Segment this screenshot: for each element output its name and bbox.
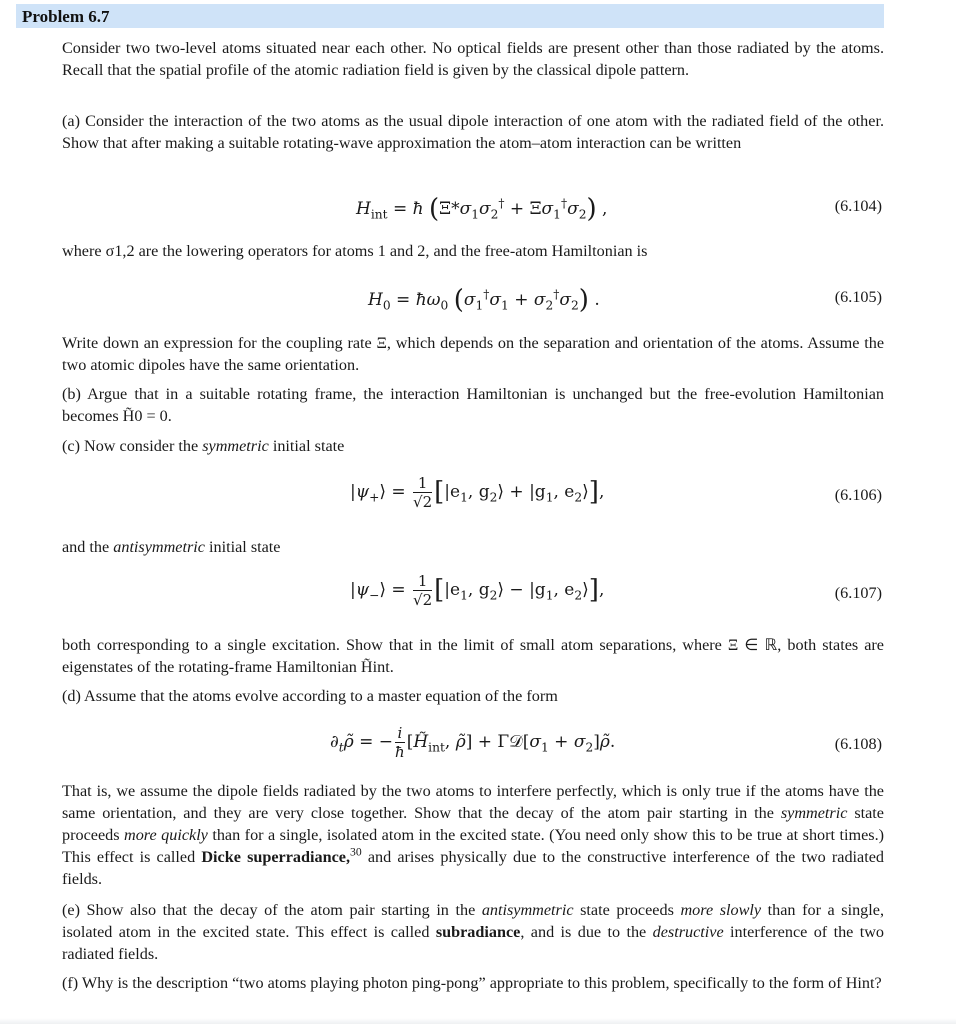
part-e-emphasis-2: more slowly [680, 901, 762, 919]
part-e-emphasis-1: antisymmetric [481, 901, 574, 919]
equation-number: (6.106) [834, 486, 882, 504]
equation-number: (6.104) [834, 197, 882, 215]
footnote-marker: 30 [350, 845, 362, 859]
part-c-lead-emphasis: symmetric [202, 437, 269, 455]
part-e-text-4: , and is due to the [520, 923, 647, 941]
part-e-bold-term: subradiance [435, 923, 521, 941]
part-e-text-2: state proceeds [580, 901, 674, 919]
part-c-lead-text: (c) Now consider the [62, 437, 199, 455]
equation-6-105: $H_0$ = $ħ\omega_0$ $(\sigma_1^\dagger\sigma_1 + \sigma_2^\dagger\sigma_2)$ . [368, 285, 600, 315]
part-c-between [62, 536, 884, 558]
part-d-emphasis-1: symmetric [780, 804, 848, 822]
part-e-emphasis-3: destructive [652, 923, 724, 941]
part-d-bold-term: Dicke superradiance, [201, 848, 351, 866]
equation-number: (6.108) [834, 735, 882, 753]
part-e-text-3: than for a single, isolated atom in the excited state. This effect is called [62, 901, 885, 941]
part-c-lead-tail: initial state [272, 437, 345, 455]
equation-6-107: $|\psi_-⟩$ = $\frac{1}{√2}$ [$|e_1$, $g_2⟩ - |g_1$, $e_2⟩$], [350, 572, 605, 609]
part-e-text-1: (e) Show also that the decay of the atom pair starting in the [62, 901, 476, 919]
part-d-text-1: That is, we assume the dipole fields radiated by the two atoms to interfere perfectly, which is only true if the atoms have the same orientation, and they are very close together. Show that the decay of the atom pair starting in the [62, 782, 884, 822]
part-d-text-3: than for a single, isolated atom in the excited state. (You need only show this to be true at short times.) This effect is called [62, 826, 884, 866]
part-d-after [62, 780, 884, 890]
part-a-after: Write down an expression for the coupling rate Ξ, which depends on the separation and orientation of the atoms. Assume the two atomic dipoles have the same orientation. [62, 334, 884, 374]
part-c-lead [62, 435, 884, 457]
problem-header [16, 4, 884, 28]
part-c-between-text: and the [62, 538, 110, 556]
part-e-paragraph [62, 899, 884, 965]
part-d-text-4: and arises physically due to the constructive interference of the two radiated fields. [62, 848, 885, 888]
part-c-between-emphasis: antisymmetric [113, 538, 205, 556]
page-bottom-edge [0, 1018, 956, 1024]
equation-6-106: $|\psi_+⟩$ = $\frac{1}{√2}$ [$|e_1$, $g_2⟩ + |g_1$, $e_2⟩$], [350, 474, 605, 511]
equation-number: (6.107) [834, 584, 882, 602]
part-d-text-2: state proceeds [62, 804, 884, 844]
equation-6-104: $H_{int}$ = ħ $(\Xi*\sigma_1\sigma_2^\dagger + \Xi\sigma_1^\dagger\sigma_2)$ , [356, 194, 608, 224]
problem-title: Problem 6.7 [22, 7, 110, 26]
part-c-between-tail: initial state [209, 538, 281, 556]
intro-paragraph: Consider two two-level atoms situated near each other. No optical fields are present other than those radiated by the atoms. Recall that the spatial profile of the atomic radiation field is given by the classical dipole pattern. [62, 39, 884, 79]
part-a-paragraph: (a) Consider the interaction of the two atoms as the usual dipole interaction of one atom with the radiated field of the other. Show that after making a suitable rotating-wave approximation the atom–atom interaction can be written [62, 112, 884, 152]
part-e-text-5: interference of the two radiated fields. [62, 923, 885, 963]
part-b-paragraph: (b) Argue that in a suitable rotating frame, the interaction Hamiltonian is unchanged but the free-evolution Hamiltonian becomes H̃0 = 0. [62, 385, 884, 425]
equation-number: (6.105) [834, 288, 882, 306]
part-c-after: both corresponding to a single excitation. Show that in the limit of small atom separations, where Ξ ∈ ℝ, both states are eigenstates of the rotating-frame Hamiltonian H̃int. [62, 636, 884, 676]
part-d-paragraph: (d) Assume that the atoms evolve according to a master equation of the form [62, 687, 558, 705]
part-f-paragraph: (f) Why is the description “two atoms playing photon ping-pong” appropriate to this problem, specifically to the form of Hint? [62, 974, 882, 992]
equation-6-108: $\partial_t\rhõ$ = − $\frac{i}{ħ}$ [$H̃_{int}$, ρ̃] + $\Gamma 𝒟[\sigma_1$ + $\sigma_2]\rhõ$. [330, 724, 616, 761]
part-d-emphasis-2: more quickly [124, 826, 208, 844]
part-a-between: where σ1,2 are the lowering operators for atoms 1 and 2, and the free-atom Hamiltonian is [62, 242, 648, 260]
